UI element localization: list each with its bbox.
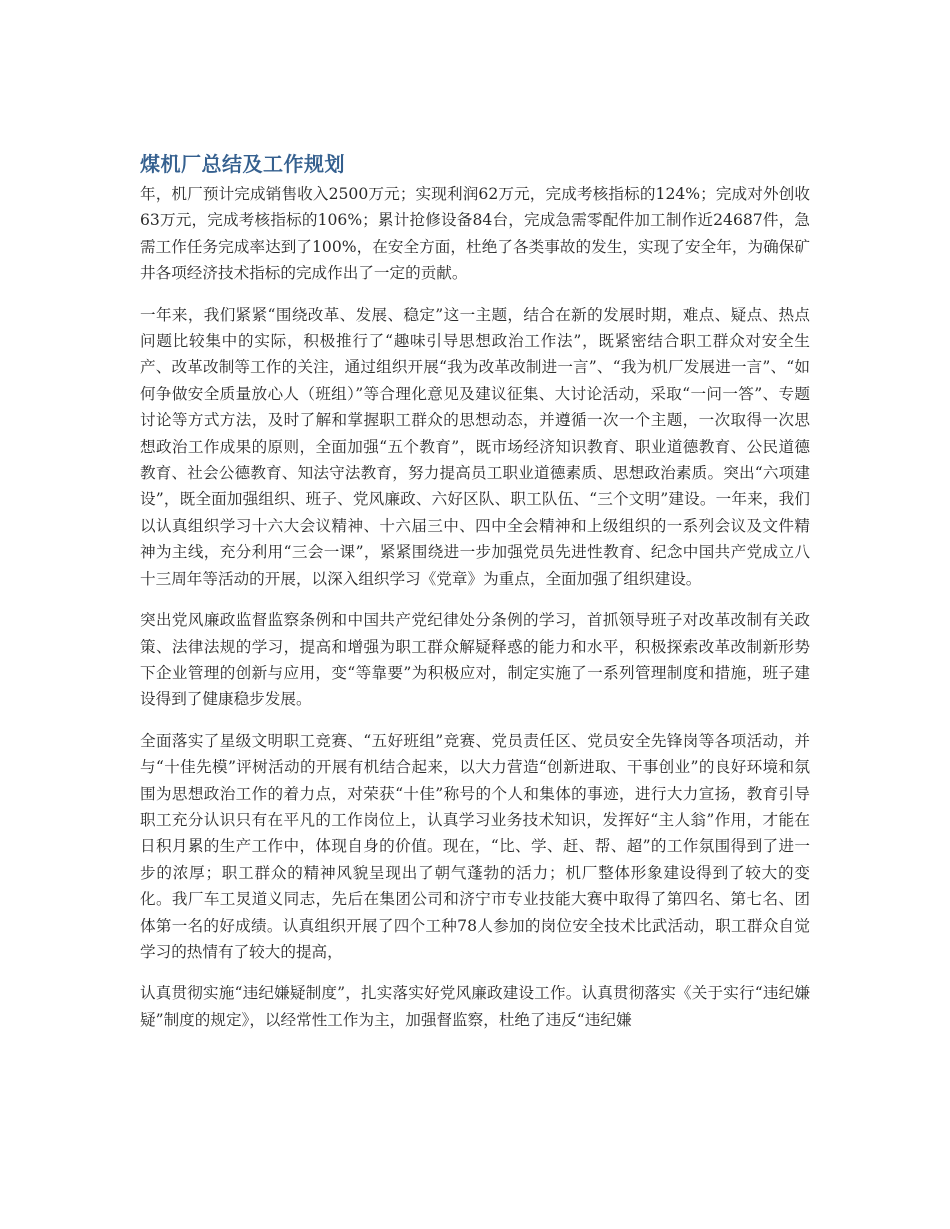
paragraph-4: 全面落实了星级文明职工竞赛、“五好班组”竞赛、党员责任区、党员安全先锋岗等各项活动，并与“十佳先模”评树活动的开展有机结合起来，以大力营造“创新进取、干事创业”的良好环境和氛围为思想政治工作的着力点，对荣获“十佳”称号的个人和集体的事迹，进行大力宣扬，教育引导职工充分认识只有在平凡的工作岗位上，认真学习业务技术知识，发挥好“主人翁”作用，才能在日积月累的生产工作中，体现自身的价值。现在，“比、学、赶、帮、超”的工作氛围得到了进一步的浓厚；职工群众的精神风貌呈现出了朝气蓬勃的活力；机厂整体形象建设得到了较大的变化。我厂车工炅道义同志，先后在集团公司和济宁市专业技能大赛中取得了第四名、第七名、团体第一名的好成绩。认真组织开展了四个工种78人参加的岗位安全技术比武活动，职工群众自觉学习的热情有了较大的提高， <box>140 731 810 961</box>
paragraph-2: 一年来，我们紧紧“围绕改革、发展、稳定”这一主题，结合在新的发展时期，难点、疑点、热点问题比较集中的实际，积极推行了“趣味引导思想政治工作法”，既紧密结合职工群众对安全生产、改革改制等工作的关注，通过组织开展“我为改革改制进一言”、“我为机厂发展进一言”、“如何争做安全质量放心人（班组）”等合理化意见及建议征集、大讨论活动，采取“一问一答”、专题讨论等方式方法，及时了解和掌握职工群众的思想动态，并遵循一次一个主题，一次取得一次思想政治工作成果的原则，全面加强“五个教育”，既市场经济知识教育、职业道德教育、公民道德教育、社会公德教育、知法守法教育，努力提高员工职业道德素质、思想政治素质。突出“六项建设”，既全面加强组织、班子、党风廉政、六好区队、职工队伍、“三个文明”建设。一年来，我们以认真组织学习十六大会议精神、十六届三中、四中全会精神和上级组织的一系列会议及文件精神为主线，充分利用“三会一课”，紧紧围绕进一步加强党员先进性教育、纪念中国共产党成立八十三周年等活动的开展，以深入组织学习《党章》为重点，全面加强了组织建设。 <box>140 305 810 588</box>
paragraph-1: 年，机厂预计完成销售收入2500万元；实现利润62万元，完成考核指标的124%；完成对外创收63万元，完成考核指标的106%；累计抢修设备84台，完成急需零配件加工制作近24687件，急需工作任务完成率达到了100%，在安全方面，杜绝了各类事故的发生，实现了安全年，为确保矿井各项经济技术指标的完成作出了一定的贡献。 <box>140 185 810 283</box>
document-title: 煤机厂总结及工作规划 <box>140 152 345 176</box>
paragraph-3: 突出党风廉政监督监察条例和中国共产党纪律处分条例的学习，首抓领导班子对改革改制有关政策、法律法规的学习，提高和增强为职工群众解疑释惑的能力和水平，积极探索改革改制新形势下企业管理的创新与应用，变“等靠要”为积极应对，制定实施了一系列管理制度和措施，班子建设得到了健康稳步发展。 <box>140 611 810 709</box>
paragraph-5: 认真贯彻实施“违纪嫌疑制度”，扎实落实好党风廉政建设工作。认真贯彻落实《关于实行“违纪嫌疑”制度的规定》，以经常性工作为主，加强督监察，杜绝了违反“违纪嫌 <box>140 984 810 1029</box>
document-page <box>140 150 810 1048</box>
